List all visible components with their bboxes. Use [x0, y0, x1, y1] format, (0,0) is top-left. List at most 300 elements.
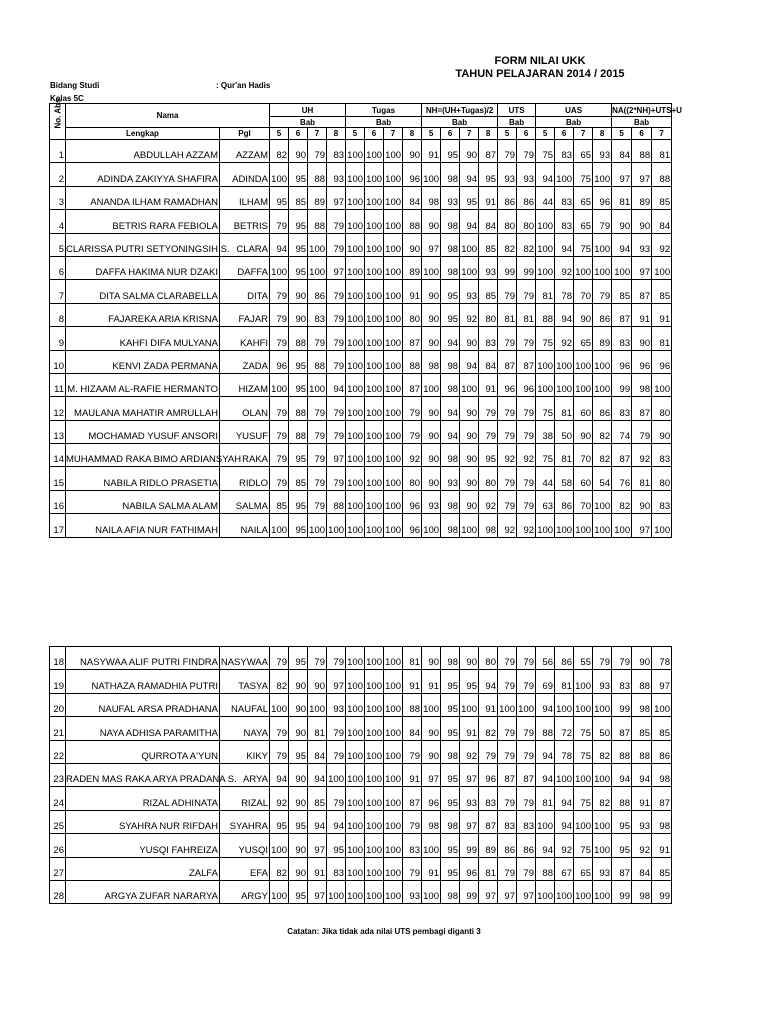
- header-bab-num: 6: [365, 128, 384, 140]
- score-cell: 97: [517, 880, 536, 903]
- student-name: ANANDA ILHAM RAMADHAN: [66, 186, 220, 209]
- score-cell: 79: [327, 740, 346, 763]
- score-cell: 79: [479, 740, 498, 763]
- student-number: 3: [50, 186, 66, 209]
- score-cell: 100: [346, 467, 365, 490]
- student-nickname: SALMA: [220, 490, 270, 513]
- score-cell: 85: [652, 717, 672, 740]
- score-cell: 86: [652, 740, 672, 763]
- score-cell: 100: [384, 740, 403, 763]
- score-cell: 100: [593, 350, 612, 373]
- student-name: RADEN MAS RAKA ARYA PRADANA S.: [66, 763, 220, 786]
- score-cell: 100: [384, 444, 403, 467]
- form-subtitle: TAHUN PELAJARAN 2014 / 2015: [455, 68, 625, 80]
- score-cell: 90: [574, 303, 593, 326]
- score-cell: 95: [289, 810, 308, 833]
- header-nama: Nama: [66, 104, 270, 128]
- score-cell: 100: [384, 763, 403, 786]
- score-cell: 92: [517, 514, 536, 537]
- score-cell: 79: [327, 717, 346, 740]
- score-cell: 80: [479, 647, 498, 670]
- student-nickname: ZADA: [220, 350, 270, 373]
- score-cell: 93: [593, 670, 612, 693]
- score-cell: 100: [384, 834, 403, 857]
- score-cell: 93: [479, 256, 498, 279]
- score-cell: 94: [555, 303, 574, 326]
- table-row: [50, 256, 672, 279]
- table-row: [50, 140, 672, 163]
- table-row: [50, 787, 672, 810]
- score-cell: 90: [308, 670, 327, 693]
- score-cell: 100: [460, 693, 479, 716]
- score-cell: 100: [536, 810, 555, 833]
- footnote: Catatan: Jika tidak ada nilai UTS pembagi diganti 3: [287, 927, 481, 936]
- score-cell: 100: [536, 373, 555, 396]
- score-cell: 99: [612, 373, 632, 396]
- header-uas: UAS: [536, 104, 612, 117]
- score-cell: 98: [422, 810, 441, 833]
- score-cell: 85: [270, 490, 289, 513]
- score-cell: 76: [612, 467, 632, 490]
- header-bab-num: 7: [574, 128, 593, 140]
- header-bab-num: 6: [289, 128, 308, 140]
- student-name: M. HIZAAM AL-RAFIE HERMANTO: [66, 373, 220, 396]
- score-cell: 90: [422, 280, 441, 303]
- score-cell: 79: [403, 857, 422, 880]
- score-cell: 91: [632, 303, 652, 326]
- score-cell: 98: [441, 350, 460, 373]
- score-cell: 100: [346, 857, 365, 880]
- student-nickname: YUSQI: [220, 834, 270, 857]
- score-cell: 79: [327, 647, 346, 670]
- score-cell: 99: [460, 880, 479, 903]
- score-cell: 92: [632, 444, 652, 467]
- score-cell: 81: [536, 280, 555, 303]
- score-cell: 95: [289, 163, 308, 186]
- score-cell: 79: [308, 397, 327, 420]
- score-cell: 75: [574, 233, 593, 256]
- student-nickname: ARGY: [220, 880, 270, 903]
- score-cell: 79: [327, 210, 346, 233]
- score-cell: 100: [365, 490, 384, 513]
- score-cell: 56: [536, 647, 555, 670]
- score-cell: 100: [536, 880, 555, 903]
- score-cell: 90: [422, 467, 441, 490]
- score-cell: 81: [536, 787, 555, 810]
- score-cell: 100: [652, 514, 672, 537]
- score-cell: 75: [536, 444, 555, 467]
- score-cell: 100: [384, 350, 403, 373]
- score-cell: 79: [517, 140, 536, 163]
- score-cell: 90: [422, 303, 441, 326]
- score-cell: 100: [346, 397, 365, 420]
- student-name: NATHAZA RAMADHIA PUTRI: [66, 670, 220, 693]
- score-cell: 100: [365, 693, 384, 716]
- header-bab-tugas: Bab: [346, 117, 422, 128]
- score-cell: 100: [346, 327, 365, 350]
- table-row: [50, 350, 672, 373]
- score-cell: 100: [365, 420, 384, 443]
- score-cell: 86: [555, 490, 574, 513]
- score-cell: 55: [574, 647, 593, 670]
- score-cell: 100: [593, 514, 612, 537]
- score-cell: 65: [574, 210, 593, 233]
- score-cell: 83: [498, 810, 517, 833]
- score-cell: 100: [365, 163, 384, 186]
- score-cell: 75: [536, 140, 555, 163]
- score-cell: 94: [536, 693, 555, 716]
- score-cell: 100: [365, 397, 384, 420]
- score-cell: 90: [289, 787, 308, 810]
- score-cell: 100: [422, 163, 441, 186]
- score-cell: 100: [365, 857, 384, 880]
- score-cell: 79: [270, 397, 289, 420]
- score-cell: 100: [346, 880, 365, 903]
- score-cell: 82: [479, 717, 498, 740]
- score-cell: 96: [612, 350, 632, 373]
- score-cell: 94: [536, 763, 555, 786]
- score-cell: 93: [441, 186, 460, 209]
- score-cell: 82: [593, 444, 612, 467]
- score-cell: 100: [384, 397, 403, 420]
- score-cell: 99: [612, 880, 632, 903]
- student-name: MUHAMMAD RAKA BIMO ARDIANSYAH: [66, 444, 220, 467]
- score-cell: 100: [593, 490, 612, 513]
- score-cell: 44: [536, 467, 555, 490]
- student-name: ZALFA: [66, 857, 220, 880]
- score-cell: 75: [574, 740, 593, 763]
- score-cell: 98: [441, 373, 460, 396]
- score-cell: 90: [460, 490, 479, 513]
- header-bab-num: 7: [384, 128, 403, 140]
- score-cell: 100: [652, 256, 672, 279]
- score-cell: 100: [365, 670, 384, 693]
- header-bab-num: 7: [652, 128, 672, 140]
- score-cell: 83: [612, 327, 632, 350]
- score-cell: 95: [441, 140, 460, 163]
- score-cell: 92: [555, 256, 574, 279]
- score-cell: 90: [289, 670, 308, 693]
- score-cell: 81: [479, 857, 498, 880]
- score-cell: 60: [574, 397, 593, 420]
- score-cell: 100: [593, 256, 612, 279]
- score-cell: 90: [422, 717, 441, 740]
- student-number: 23: [50, 763, 66, 786]
- score-cell: 100: [365, 256, 384, 279]
- score-cell: 87: [403, 373, 422, 396]
- header-bab-uas: Bab: [536, 117, 612, 128]
- score-cell: 94: [612, 763, 632, 786]
- score-cell: 91: [632, 787, 652, 810]
- score-cell: 85: [308, 787, 327, 810]
- score-cell: 81: [555, 397, 574, 420]
- score-cell: 90: [460, 647, 479, 670]
- score-cell: 79: [517, 740, 536, 763]
- score-cell: 85: [289, 467, 308, 490]
- score-cell: 97: [308, 834, 327, 857]
- score-cell: 96: [652, 350, 672, 373]
- score-cell: 100: [574, 670, 593, 693]
- score-cell: 98: [441, 880, 460, 903]
- score-cell: 98: [652, 810, 672, 833]
- score-cell: 100: [652, 373, 672, 396]
- score-cell: 100: [346, 233, 365, 256]
- score-cell: 80: [517, 210, 536, 233]
- score-cell: 100: [346, 350, 365, 373]
- score-cell: 95: [289, 490, 308, 513]
- score-cell: 94: [612, 233, 632, 256]
- score-cell: 100: [384, 490, 403, 513]
- score-cell: 100: [384, 140, 403, 163]
- score-cell: 88: [632, 740, 652, 763]
- score-cell: 79: [327, 787, 346, 810]
- score-cell: 100: [365, 327, 384, 350]
- score-cell: 90: [289, 140, 308, 163]
- score-cell: 82: [593, 740, 612, 763]
- score-cell: 78: [555, 280, 574, 303]
- score-cell: 79: [403, 810, 422, 833]
- student-nickname: RAKA: [220, 444, 270, 467]
- score-cell: 88: [403, 210, 422, 233]
- score-cell: 81: [612, 186, 632, 209]
- score-cell: 50: [593, 717, 612, 740]
- score-cell: 87: [517, 350, 536, 373]
- student-nickname: TASYA: [220, 670, 270, 693]
- score-cell: 100: [422, 256, 441, 279]
- score-cell: 94: [555, 810, 574, 833]
- student-name: ABDULLAH AZZAM: [66, 140, 220, 163]
- header-bab-num: 5: [498, 128, 517, 140]
- score-cell: 79: [479, 397, 498, 420]
- score-cell: 78: [652, 647, 672, 670]
- score-cell: 94: [327, 810, 346, 833]
- score-cell: 79: [517, 787, 536, 810]
- score-cell: 100: [384, 210, 403, 233]
- student-nickname: ILHAM: [220, 186, 270, 209]
- score-cell: 100: [365, 210, 384, 233]
- score-cell: 94: [536, 834, 555, 857]
- score-cell: 88: [612, 787, 632, 810]
- score-cell: 82: [270, 140, 289, 163]
- score-cell: 100: [346, 834, 365, 857]
- score-cell: 99: [612, 693, 632, 716]
- score-cell: 100: [365, 444, 384, 467]
- score-cell: 96: [632, 350, 652, 373]
- header-bab-nh: Bab: [422, 117, 498, 128]
- score-cell: 100: [593, 693, 612, 716]
- score-cell: 79: [593, 647, 612, 670]
- score-cell: 100: [346, 717, 365, 740]
- score-cell: 70: [574, 280, 593, 303]
- score-cell: 100: [384, 420, 403, 443]
- score-cell: 100: [422, 693, 441, 716]
- score-cell: 94: [632, 763, 652, 786]
- score-cell: 100: [384, 670, 403, 693]
- table-row: [50, 717, 672, 740]
- table-row: [50, 647, 672, 670]
- student-number: 24: [50, 787, 66, 810]
- score-cell: 97: [422, 763, 441, 786]
- score-cell: 90: [574, 420, 593, 443]
- score-cell: 95: [441, 763, 460, 786]
- score-cell: 88: [403, 350, 422, 373]
- score-cell: 100: [346, 740, 365, 763]
- score-cell: 100: [555, 163, 574, 186]
- header-bab-num: 8: [327, 128, 346, 140]
- score-cell: 87: [612, 717, 632, 740]
- student-number: 20: [50, 693, 66, 716]
- score-cell: 95: [289, 350, 308, 373]
- score-cell: 84: [632, 857, 652, 880]
- score-cell: 83: [612, 397, 632, 420]
- score-cell: 79: [498, 647, 517, 670]
- score-cell: 83: [403, 834, 422, 857]
- score-cell: 97: [327, 186, 346, 209]
- score-cell: 90: [289, 280, 308, 303]
- header-bab-na: Bab: [612, 117, 672, 128]
- student-number: 28: [50, 880, 66, 903]
- score-cell: 100: [346, 514, 365, 537]
- student-name: NASYWAA ALIF PUTRI FINDRA: [66, 647, 220, 670]
- score-cell: 100: [422, 514, 441, 537]
- score-cell: 99: [652, 880, 672, 903]
- header-bab-num: 8: [403, 128, 422, 140]
- header-bab-num: 6: [441, 128, 460, 140]
- score-cell: 100: [346, 303, 365, 326]
- header-uh: UH: [270, 104, 346, 117]
- score-cell: 86: [517, 186, 536, 209]
- header-bab-num: 6: [632, 128, 652, 140]
- score-cell: 94: [441, 420, 460, 443]
- score-cell: 82: [517, 233, 536, 256]
- student-nickname: AZZAM: [220, 140, 270, 163]
- score-cell: 88: [612, 740, 632, 763]
- student-number: 21: [50, 717, 66, 740]
- score-cell: 100: [593, 163, 612, 186]
- score-cell: 94: [536, 740, 555, 763]
- score-cell: 90: [289, 763, 308, 786]
- score-cell: 79: [327, 327, 346, 350]
- score-cell: 95: [479, 163, 498, 186]
- score-cell: 90: [289, 693, 308, 716]
- score-cell: 79: [270, 467, 289, 490]
- score-cell: 79: [517, 280, 536, 303]
- score-cell: 98: [632, 880, 652, 903]
- student-number: 10: [50, 350, 66, 373]
- score-cell: 83: [652, 444, 672, 467]
- score-cell: 79: [517, 327, 536, 350]
- score-cell: 92: [555, 327, 574, 350]
- score-cell: 83: [327, 140, 346, 163]
- score-cell: 81: [652, 327, 672, 350]
- score-cell: 90: [422, 444, 441, 467]
- score-cell: 100: [270, 514, 289, 537]
- table-row: [50, 327, 672, 350]
- score-cell: 100: [346, 787, 365, 810]
- score-cell: 79: [270, 647, 289, 670]
- score-cell: 82: [498, 233, 517, 256]
- score-cell: 65: [574, 327, 593, 350]
- score-cell: 91: [479, 693, 498, 716]
- score-cell: 100: [593, 233, 612, 256]
- table-row: [50, 163, 672, 186]
- score-cell: 100: [555, 373, 574, 396]
- score-cell: 100: [346, 444, 365, 467]
- score-cell: 92: [479, 490, 498, 513]
- score-cell: 86: [498, 186, 517, 209]
- score-cell: 95: [289, 256, 308, 279]
- table-row: [50, 740, 672, 763]
- score-cell: 93: [403, 880, 422, 903]
- score-cell: 95: [441, 693, 460, 716]
- score-cell: 97: [632, 256, 652, 279]
- score-cell: 75: [574, 834, 593, 857]
- score-cell: 79: [403, 420, 422, 443]
- score-cell: 79: [270, 303, 289, 326]
- score-cell: 84: [652, 210, 672, 233]
- score-cell: 100: [346, 140, 365, 163]
- score-cell: 100: [365, 787, 384, 810]
- student-nickname: NAILA: [220, 514, 270, 537]
- score-cell: 93: [460, 280, 479, 303]
- score-cell: 94: [270, 763, 289, 786]
- kelas-label: Kelas 5C: [50, 94, 84, 103]
- score-cell: 75: [536, 327, 555, 350]
- student-nickname: DAFFA: [220, 256, 270, 279]
- table-row: [50, 397, 672, 420]
- score-cell: 88: [289, 420, 308, 443]
- score-cell: 96: [593, 186, 612, 209]
- score-cell: 93: [327, 693, 346, 716]
- score-cell: 100: [365, 467, 384, 490]
- header-bab-num: 5: [346, 128, 365, 140]
- score-cell: 100: [384, 186, 403, 209]
- student-number: 8: [50, 303, 66, 326]
- table-row: [50, 810, 672, 833]
- score-cell: 100: [365, 303, 384, 326]
- score-cell: 79: [308, 420, 327, 443]
- student-number: 26: [50, 834, 66, 857]
- score-cell: 94: [308, 763, 327, 786]
- student-number: 11: [50, 373, 66, 396]
- score-cell: 79: [498, 740, 517, 763]
- score-cell: 100: [346, 420, 365, 443]
- score-cell: 83: [652, 490, 672, 513]
- score-cell: 97: [460, 810, 479, 833]
- score-cell: 96: [422, 787, 441, 810]
- score-cell: 79: [270, 717, 289, 740]
- score-cell: 87: [612, 444, 632, 467]
- score-cell: 100: [574, 256, 593, 279]
- score-cell: 98: [441, 490, 460, 513]
- student-nickname: ADINDA: [220, 163, 270, 186]
- student-number: 12: [50, 397, 66, 420]
- score-cell: 79: [498, 857, 517, 880]
- score-cell: 79: [270, 444, 289, 467]
- score-cell: 44: [536, 186, 555, 209]
- score-cell: 88: [308, 210, 327, 233]
- student-number: 4: [50, 210, 66, 233]
- student-nickname: RIDLO: [220, 467, 270, 490]
- score-cell: 92: [517, 444, 536, 467]
- score-cell: 81: [517, 303, 536, 326]
- score-cell: 91: [422, 670, 441, 693]
- score-cell: 60: [574, 467, 593, 490]
- student-nickname: ARYA: [220, 763, 270, 786]
- score-cell: 79: [498, 670, 517, 693]
- score-cell: 79: [308, 327, 327, 350]
- table-row: [50, 303, 672, 326]
